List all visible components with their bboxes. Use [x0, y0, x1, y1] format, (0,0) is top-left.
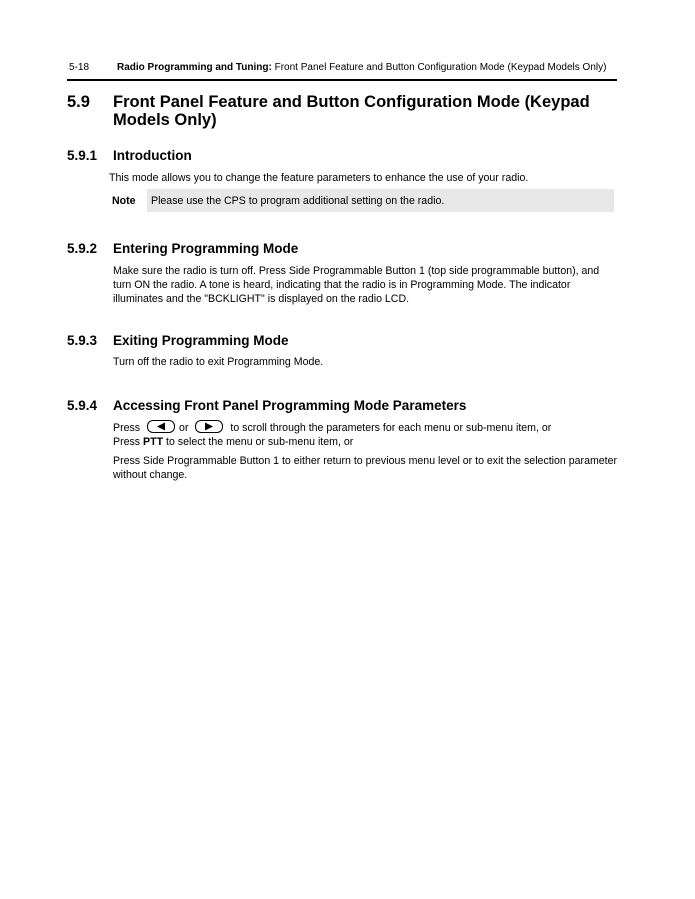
exiting-body: Turn off the radio to exit Programming Mode. — [113, 356, 324, 368]
entering-body: Make sure the radio is turn off. Press Side Programmable Button 1 (top side programmable button), and turn ON the radio. A tone is heard, indicating that the radio is in Programming Mode. The indicator illuminates and the "BCKLIGHT" is displayed on the radio LCD. — [113, 265, 600, 305]
note-box — [147, 189, 614, 212]
intro-body: This mode allows you to change the feature parameters to enhance the use of your radio. — [109, 172, 529, 184]
scroll-instruction: to scroll through the parameters for each menu or sub-menu item, or — [230, 422, 552, 434]
accessing-body — [113, 420, 618, 449]
entering-title: Entering Programming Mode — [113, 241, 299, 256]
accessing-body-2: Press Side Programmable Button 1 to either return to previous menu level or to exit the selection parameter without change. — [113, 455, 618, 481]
right-arrow-key-icon — [195, 420, 223, 433]
chapter-title: Radio Programming and Tuning: — [117, 62, 272, 73]
header-rule — [67, 79, 617, 81]
ptt-label: PTT — [143, 436, 164, 448]
entering-number: 5.9.2 — [67, 241, 98, 256]
select-instruction: to select the menu or sub-menu item, or — [166, 436, 354, 448]
note-block — [109, 189, 614, 212]
press-label-2: Press — [113, 436, 141, 448]
section-title: Front Panel Feature and Button Configuration Mode (Keypad Models Only) — [113, 93, 590, 129]
exiting-number: 5.9.3 — [67, 333, 98, 348]
page-header — [69, 62, 617, 74]
accessing-number: 5.9.4 — [67, 398, 98, 413]
note-text: Please use the CPS to program additional setting on the radio. — [151, 195, 445, 207]
left-arrow-key-icon — [147, 420, 175, 433]
or-label: or — [179, 422, 189, 434]
note-label: Note — [112, 195, 136, 207]
section-number: 5.9 — [67, 93, 90, 111]
section-running-title: Front Panel Feature and Button Configuration Mode (Keypad Models Only) — [274, 62, 607, 73]
accessing-title: Accessing Front Panel Programming Mode Parameters — [113, 398, 467, 413]
page-number: 5-18 — [69, 62, 90, 73]
intro-number: 5.9.1 — [67, 148, 98, 163]
intro-title: Introduction — [113, 148, 192, 163]
press-label: Press — [113, 422, 141, 434]
exiting-title: Exiting Programming Mode — [113, 333, 289, 348]
